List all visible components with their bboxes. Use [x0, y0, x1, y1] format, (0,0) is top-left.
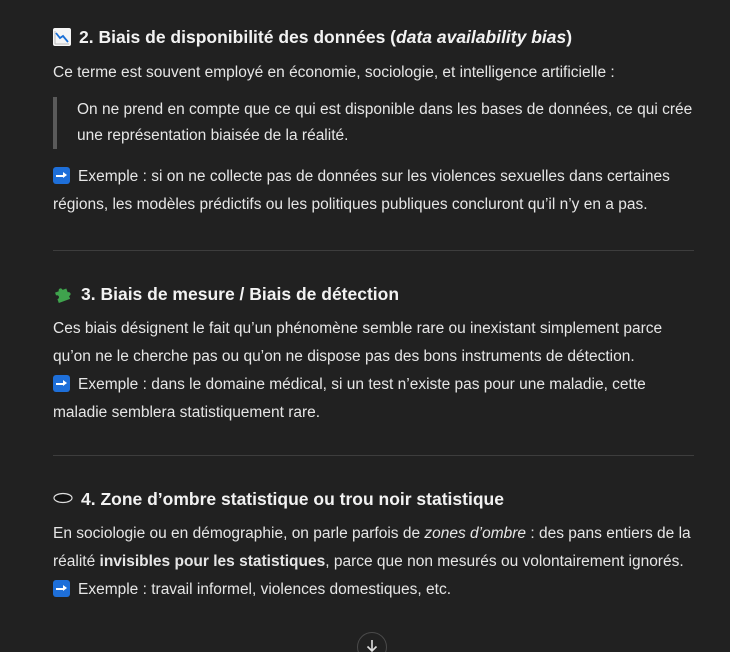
hole-icon [53, 488, 73, 508]
blockquote [53, 97, 694, 149]
divider [53, 250, 694, 251]
puzzle-piece-icon [53, 283, 73, 303]
section-2-title-prefix: 2. Biais de disponibilité des données ( [79, 27, 397, 47]
arrow-down-icon [365, 639, 379, 652]
section-4-body-part3: , parce que non mesurés ou volontairement ignorés. [325, 553, 684, 570]
section-4-heading [53, 487, 694, 511]
section-4-body [53, 520, 694, 576]
right-arrow-icon [53, 580, 70, 597]
section-3-title: 3. Biais de mesure / Biais de détection [81, 284, 400, 304]
right-arrow-icon [53, 167, 70, 184]
scroll-to-bottom-button[interactable] [357, 632, 387, 652]
section-2-title-suffix: ) [566, 27, 573, 47]
section-4-example [53, 576, 694, 604]
section-4-body-bold: invisibles pour les statistiques [99, 553, 326, 570]
blockquote-text: On ne prend en compte que ce qui est disponible dans les bases de données, ce qui crée une représentation biaisée de la réalité. [77, 101, 693, 144]
section-2-intro: Ce terme est souvent employé en économie, sociologie, et intelligence artificielle : [53, 64, 615, 81]
section-4-body-italic: zones d’ombre [424, 525, 527, 542]
section-3 [53, 282, 694, 427]
divider [53, 455, 694, 456]
section-3-body: Ces biais désignent le fait qu’un phénomène semble rare ou inexistant simplement parce qu’on ne le cherche pas ou qu’on ne dispose pas des bons instruments de détection. [53, 320, 663, 365]
section-4-title: 4. Zone d’ombre statistique ou trou noir statistique [81, 489, 504, 509]
section-2 [53, 25, 694, 219]
section-3-example-text: Exemple : dans le domaine médical, si un test n’existe pas pour une maladie, cette maladie semblera statistiquement rare. [53, 376, 646, 421]
section-3-example [53, 371, 694, 427]
section-2-title-italic: data availability bias [396, 27, 567, 47]
chart-decreasing-icon [53, 28, 71, 46]
section-4 [53, 487, 694, 604]
section-3-heading [53, 282, 694, 306]
section-2-heading [53, 25, 694, 49]
section-2-example [53, 163, 694, 219]
section-4-body-part2: : des pans entiers de la réalité [53, 525, 691, 570]
section-2-example-text: Exemple : si on ne collecte pas de données sur les violences sexuelles dans certaines régions, les modèles prédictifs ou les politiques publiques concluront qu’il n’y en a pas. [53, 168, 670, 213]
section-4-body-part1: En sociologie ou en démographie, on parle parfois de [53, 525, 425, 542]
right-arrow-icon [53, 375, 70, 392]
section-4-example-text: Exemple : travail informel, violences domestiques, etc. [78, 581, 452, 598]
